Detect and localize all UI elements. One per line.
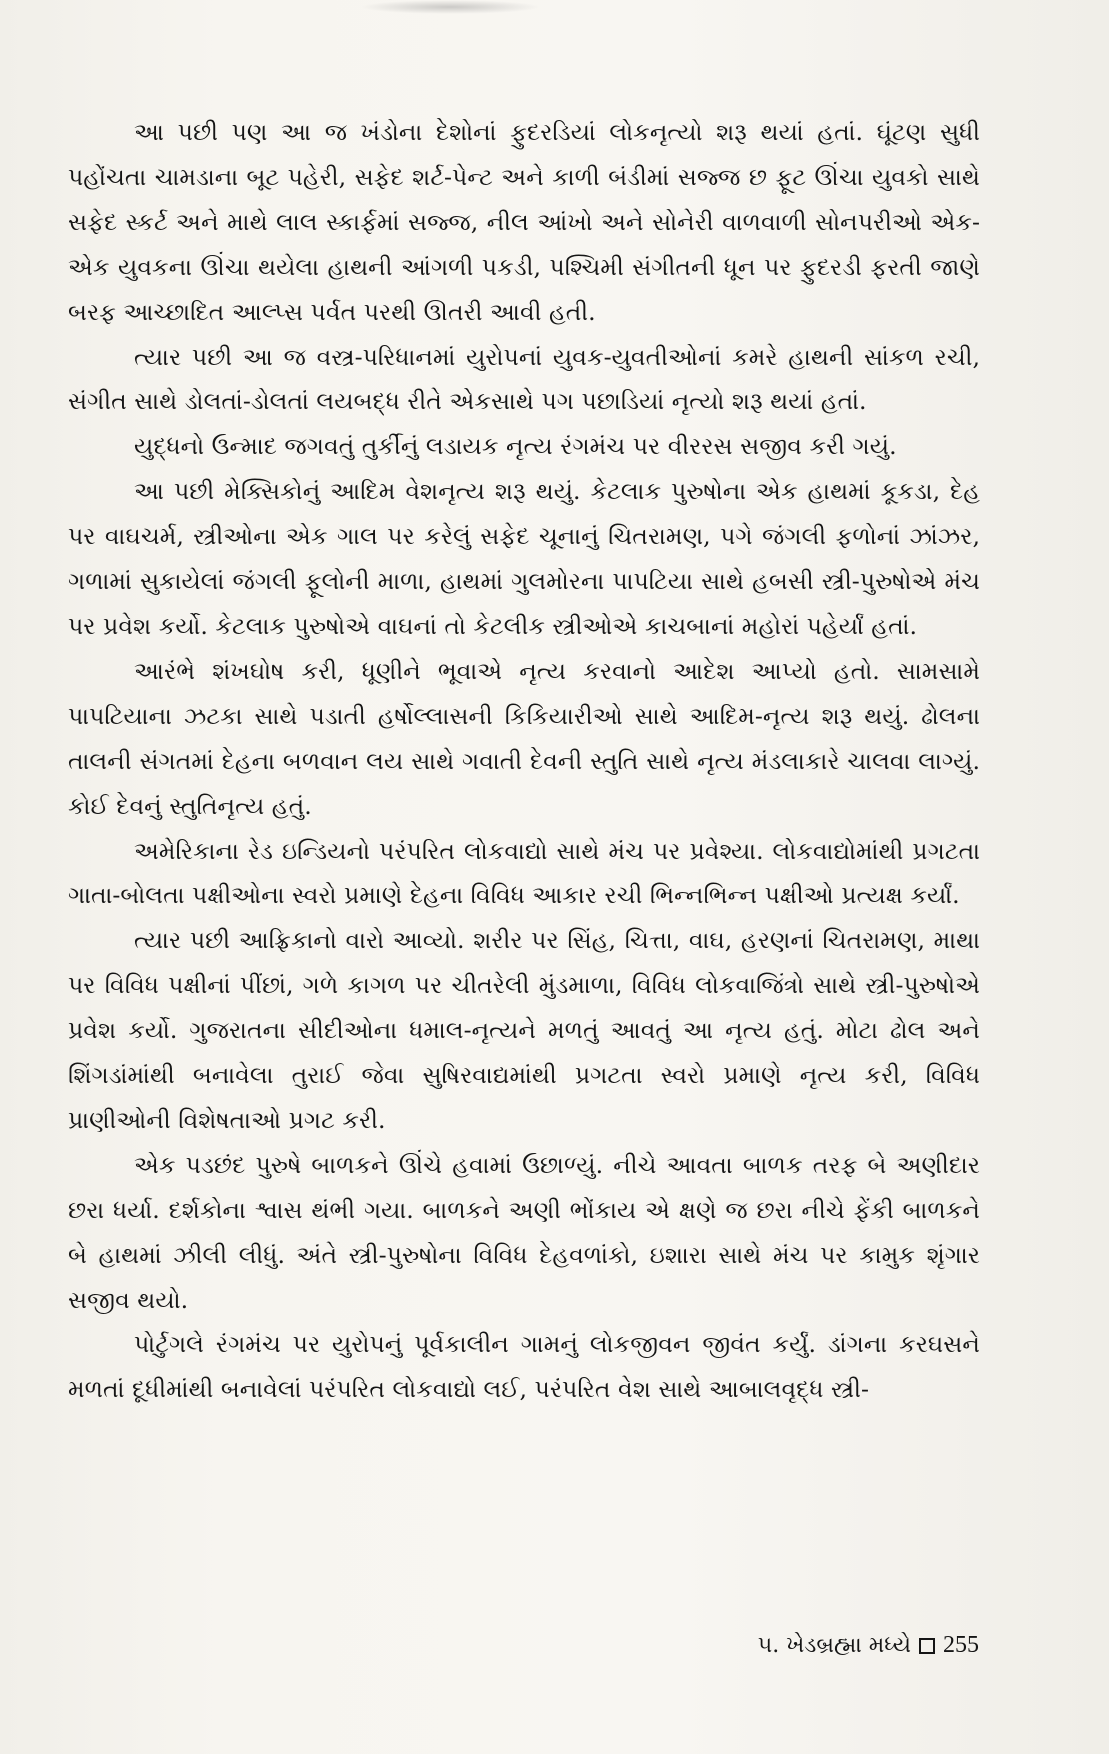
body-text [68, 110, 980, 1412]
paragraph-9: પોર્ટુગલે રંગમંચ પર યુરોપનું પૂર્વકાલીન ગામનું લોકજીવન જીવંત કર્યું. ડાંગના કરઘસને મળતાં દૂધીમાંથી બનાવેલાં પરંપરિત લોકવાદ્યો લઈ, પરંપરિત વેશ સાથે આબાલવૃદ્ધ સ્ત્રી- [68, 1330, 980, 1404]
square-box-icon [919, 1638, 935, 1654]
paragraph-4: આ પછી મેક્સિકોનું આદિમ વેશનૃત્ય શરૂ થયું. કેટલાક પુરુષોના એક હાથમાં કૂકડા, દેહ પર વાઘચર્મ, સ્ત્રીઓના એક ગાલ પર કરેલું સફેદ ચૂનાનું ચિતરામણ, પગે જંગલી ફળોનાં ઝાંઝર, ગળામાં સુકાયેલાં જંગલી ફૂલોની માળા, હાથમાં ગુલમોરના પાપટિયા સાથે હબસી સ્ત્રી-પુરુષોએ મંચ પર પ્રવેશ કર્યો. કેટલાક પુરુષોએ વાઘનાં તો કેટલીક સ્ત્રીઓએ કાચબાનાં મહોરાં પહેર્યાં હતાં. [68, 477, 980, 640]
page-number: 255 [943, 1632, 979, 1658]
paragraph-3: યુદ્ધનો ઉન્માદ જગવતું તુર્કીનું લડાયક નૃત્ય રંગમંચ પર વીરરસ સજીવ કરી ગયું. [134, 432, 897, 461]
chapter-title: ૫. ખેડબ્રહ્મા મધ્યે [757, 1633, 911, 1658]
paragraph-7: ત્યાર પછી આફ્રિકાનો વારો આવ્યો. શરીર પર સિંહ, ચિત્તા, વાઘ, હરણનાં ચિતરામણ, માથા પર વિવિધ પક્ષીનાં પીંછાં, ગળે કાગળ પર ચીતરેલી મુંડમાળા, વિવિધ લોકવાજિંત્રો સાથે સ્ત્રી-પુરુષોએ પ્રવેશ કર્યો. ગુજરાતના સીદીઓના ધમાલ-નૃત્યને મળતું આવતું આ નૃત્ય હતું. મોટા ઢોલ અને શિંગડાંમાંથી બનાવેલા તુરાઈ જેવા સુષિરવાદ્યમાંથી પ્રગટતા સ્વરો પ્રમાણે નૃત્ય કરી, વિવિધ પ્રાણીઓની વિશેષતાઓ પ્રગટ કરી. [68, 926, 980, 1134]
paragraph-2: ત્યાર પછી આ જ વસ્ત્ર-પરિધાનમાં યુરોપનાં યુવક-યુવતીઓનાં કમરે હાથની સાંકળ રચી, સંગીત સાથે ડોલતાં-ડોલતાં લયબદ્ધ રીતે એકસાથે પગ પછાડિયાં નૃત્યો શરૂ થયાં હતાં. [68, 342, 980, 416]
paragraph-5: આરંભે શંખઘોષ કરી, ધૂણીને ભૂવાએ નૃત્ય કરવાનો આદેશ આપ્યો હતો. સામસામે પાપટિયાના ઝટકા સાથે પડાતી હર્ષોલ્લાસની કિકિયારીઓ સાથે આદિમ-નૃત્ય શરૂ થયું. ઢોલના તાલની સંગતમાં દેહના બળવાન લય સાથે ગવાતી દેવની સ્તુતિ સાથે નૃત્ય મંડલાકારે ચાલવા લાગ્યું. કોઈ દેવનું સ્તુતિનૃત્ય હતું. [68, 656, 980, 820]
paragraph-8: એક પડછંદ પુરુષે બાળકને ઊંચે હવામાં ઉછાળ્યું. નીચે આવતા બાળક તરફ બે અણીદાર છરા ધર્યા. દર્શકોના શ્વાસ થંભી ગયા. બાળકને અણી ભોંકાય એ ક્ષણે જ છરા નીચે ફેંકી બાળકને બે હાથમાં ઝીલી લીધું. અંતે સ્ત્રી-પુરુષોના વિવિધ દેહવળાંકો, ઇશારા સાથે મંચ પર કામુક શૃંગાર સજીવ થયો. [68, 1150, 980, 1314]
scan-smudge [360, 0, 540, 14]
paragraph-6: અમેરિકાના રેડ ઇન્ડિયનો પરંપરિત લોકવાદ્યો સાથે મંચ પર પ્રવેશ્યા. લોકવાદ્યોમાંથી પ્રગટતા ગાતા-બોલતા પક્ષીઓના સ્વરો પ્રમાણે દેહના વિવિધ આકાર રચી ભિન્નભિન્ન પક્ષીઓ પ્રત્યક્ષ કર્યાં. [68, 836, 980, 910]
paragraph-1: આ પછી પણ આ જ ખંડોના દેશોનાં ફુદરડિયાં લોકનૃત્યો શરૂ થયાં હતાં. ઘૂંટણ સુધી પહોંચતા ચામડાના બૂટ પહેરી, સફેદ શર્ટ-પેન્ટ અને કાળી બંડીમાં સજ્જ છ ફૂટ ઊંચા યુવકો સાથે સફેદ સ્કર્ટ અને માથે લાલ સ્કાર્ફમાં સજ્જ, નીલ આંખો અને સોનેરી વાળવાળી સોનપરીઓ એક-એક યુવકના ઊંચા થયેલા હાથની આંગળી પકડી, પશ્ચિમી સંગીતની ધૂન પર ફુદરડી ફરતી જાણે બરફ આચ્છાદિત આલ્પ્સ પર્વત પરથી ઊતરી આવી હતી. [68, 118, 980, 326]
page-footer [758, 1632, 979, 1659]
